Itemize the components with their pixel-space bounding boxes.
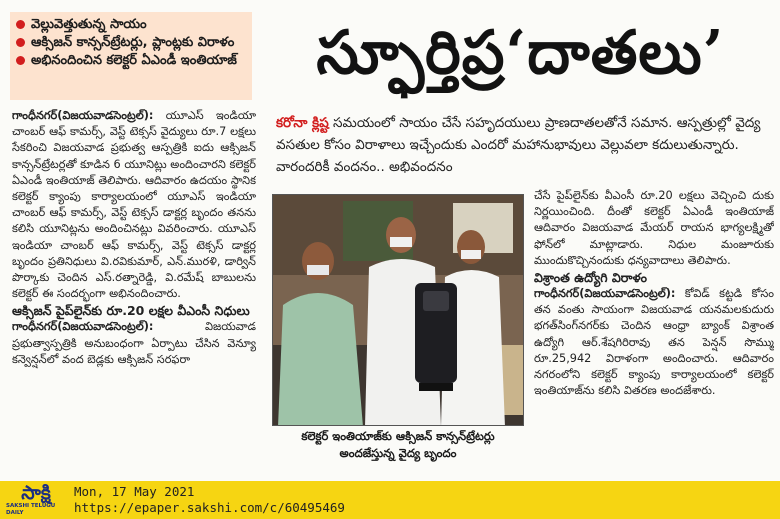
highlight-text: ఆక్సిజన్ కాన్సన్‌ట్రేటర్లు, ప్లాంట్లకు విరాళం [31,35,235,50]
left-para-2 [12,319,256,368]
headline: స్ఫూర్తిప్ర‘దాతలు’ [316,18,725,88]
bullet-icon [16,20,25,29]
highlight-item [16,52,246,69]
right-para-1: చేసే పైప్‌లైన్‌కు వీఎంసీ రూ.20 లక్షలు వెచ్చించి దుకు నిర్ణయించింది. దీంతో కలెక్టర్ ఏఎండీ ఇంతియాజ్ ఆదివారం విజయవాడ మేయర్ రాయన భాగ్యలక్ష్మితో ఫోన్‌లో మాట్లాడారు. నిధుల మంజూరుకు ముందుకొచ్చినందుకు ధన్యవాదాలు తెలిపారు. [534,189,774,267]
footer-url[interactable]: https://epaper.sakshi.com/c/60495469 [74,500,345,515]
logo-text: సాక్షి [21,482,51,504]
dateline: గాంధీనగర్(విజయవాడసెంట్రల్): [12,109,154,122]
bullet-icon [16,38,25,47]
dateline: గాంధీనగర్(విజయవాడసెంట్రల్): [534,287,676,301]
left-column [12,108,256,480]
highlight-text: అభినందించిన కలెక్టర్ ఏఎండీ ఇంతియాజ్ [31,53,237,68]
dateline: గాంధీనగర్(విజయవాడసెంట్రల్): [12,320,154,334]
footer-date: Mon, 17 May 2021 [74,484,195,499]
footer-bar [0,481,780,519]
lead-red-text: కరోనా క్లిష్ట [276,115,329,131]
right-para-2 [534,286,774,399]
left-para-1 [12,108,256,302]
body-text: యూఎస్ ఇండియా చాంబర్ ఆఫ్ కామర్స్, వెస్ట్ టెక్సస్ వైద్యులు రూ.7 లక్షలు సేకరించి విజయవాడ ప్రభుత్వ ఆస్పత్రికి ఐదు ఆక్సిజన్ కాన్సన్‌ట్రేటర్లతో కూడిన 6 యూనిట్లు అందించారని కలెక్టర్ ఏఎండీ ఇంతియాజ్ తెలిపారు. ఆదివారం ఉదయం స్థానిక కలెక్టర్ క్యాంపు కార్యాలయంలో యూఎస్ ఇండియా చాంబర్ ఆఫ్ కామర్స్, వెస్ట్ టెక్సస్ డాక్టర్ల బృందం తనను కలిసి యూనిట్లను అందించినట్లు వివరించారు. యూఎస్ ఇండియా చాంబర్ ఆఫ్ కామర్స్, వెస్ట్ టెక్సస్ డాక్టర్ల బృందం ప్రతినిధులు వి.రవికుమార్, ఎన్.మురళి, డార్విన్ పొర్కాకు చెందిన ఎస్.రత్నారెడ్డి, వి.రమేష్ బాబులను కలెక్టర్ ఈ సందర్భంగా అభినందించారు. [12,109,256,301]
right-column [534,188,774,478]
body-text: విజయవాడ ప్రభుత్వాస్పత్రికి అనుబంధంగా ఏర్పాటు చేసిన వెన్యూ కన్వెన్షన్‌లో వంద బెడ్లకు ఆక్సిజన్ సరఫరా [12,320,256,366]
photo-caption: కలెక్టర్ ఇంతియాజ్‌కు ఆక్సిజన్ కాన్సన్‌ట్రేటర్లు అందజేస్తున్న వైద్య బృందం [301,429,495,460]
news-photo [272,194,524,426]
highlight-item [16,16,246,33]
highlights-box [10,12,252,100]
subheading: విశ్రాంత ఉద్యోగి విరాళం [534,270,648,286]
lead-text: సమయంలో సాయం చేసే సహృదయులు ప్రాణదాతలతోనే సమాన. ఆస్పత్రుల్లో వైద్య వసతుల కోసం విరాళాలు ఇచ్చేందుకు ఎందరో మహానుభావులు వెల్లువలా కదులుతున్నారు. వారందరికీ వందనం.. అభివందనం [276,115,761,175]
sakshi-logo[interactable] [6,482,66,518]
highlight-text: వెల్లువెత్తుతున్న సాయం [31,17,147,32]
bullet-icon [16,56,25,65]
lead-paragraph [276,112,772,178]
footer-info [74,484,345,516]
logo-subtext: SAKSHI TELUGU DAILY [6,503,56,516]
photo-illustration [273,195,524,426]
highlight-item [16,34,246,51]
body-text: కోవిడ్ కట్టడి కోసం తన వంతు సాయంగా విజయవాడ యనమలకుదురు భగత్‌సింగ్‌నగర్‌కు చెందిన ఆంధ్రా బ్యాంక్ విశ్రాంత ఉద్యోగి ఆర్.శేషగిరిరావు తన పెన్షన్ సొమ్ము రూ.25,942 విరాళంగా అందించారు. ఆదివారం నగరంలోని కలెక్టర్ క్యాంపు కార్యాలయంలో కలెక్టర్ ఇంతియాజ్‌ను కలిసి వితరణ అందజేశారు. [534,287,774,398]
subheading: ఆక్సిజన్ పైప్‌లైన్‌కు రూ.20 లక్షల వీఎంసీ నిధులు [12,303,250,319]
